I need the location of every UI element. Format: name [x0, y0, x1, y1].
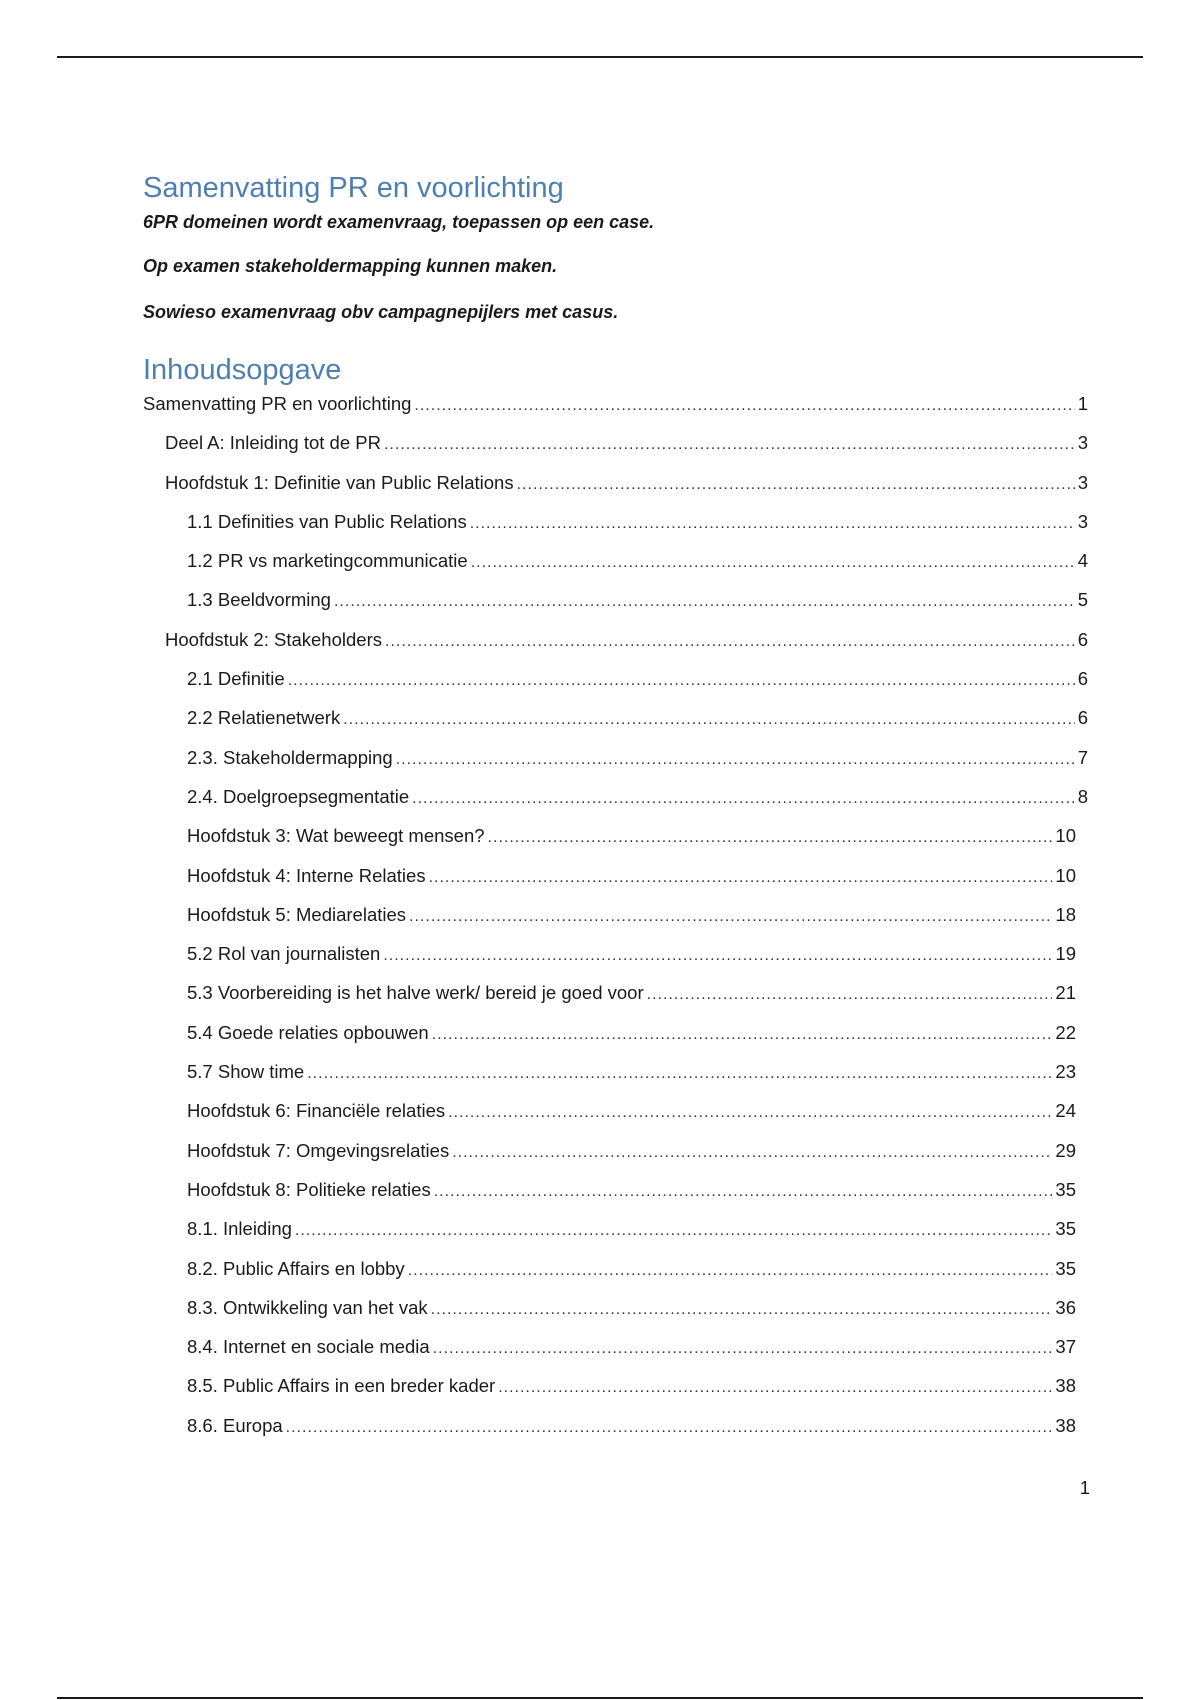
toc-entry-title: Hoofdstuk 8: Politieke relaties [187, 1178, 431, 1200]
toc-entry-page: 5 [1077, 589, 1088, 611]
page-content [143, 170, 1088, 1453]
table-of-contents [143, 392, 1088, 1453]
toc-leader [409, 905, 1052, 929]
toc-entry-page: 35 [1055, 1178, 1076, 1200]
toc-leader [498, 1376, 1052, 1400]
toc-entry-title: Hoofdstuk 7: Omgevingsrelaties [187, 1139, 450, 1161]
toc-entry-title: 2.4. Doelgroepsegmentatie [187, 785, 410, 807]
toc-entry[interactable] [143, 588, 1088, 627]
toc-leader [412, 787, 1075, 811]
toc-entry[interactable] [143, 824, 1088, 863]
toc-entry-title: 5.2 Rol van journalisten [187, 943, 381, 965]
toc-entry[interactable] [143, 431, 1088, 470]
toc-entry-page: 3 [1077, 510, 1088, 532]
toc-entry-page: 3 [1077, 432, 1088, 454]
toc-entry-page: 7 [1077, 746, 1088, 768]
toc-entry-page: 4 [1077, 550, 1088, 572]
toc-entry-page: 23 [1055, 1061, 1076, 1083]
toc-entry-page: 35 [1055, 1218, 1076, 1240]
toc-heading: Inhoudsopgave [143, 354, 342, 386]
toc-entry[interactable] [143, 1021, 1088, 1060]
toc-entry-page: 19 [1055, 943, 1076, 965]
toc-leader [385, 630, 1075, 654]
toc-entry-title: Deel A: Inleiding tot de PR [165, 432, 381, 454]
toc-leader [343, 708, 1074, 732]
toc-entry-page: 21 [1055, 982, 1076, 1004]
toc-entry-page: 6 [1077, 707, 1088, 729]
toc-entry-title: Hoofdstuk 2: Stakeholders [165, 628, 382, 650]
toc-entry-title: 1.3 Beeldvorming [187, 589, 331, 611]
toc-entry[interactable] [143, 1060, 1088, 1099]
toc-entry-title: 5.7 Show time [187, 1061, 305, 1083]
toc-entry[interactable] [143, 746, 1088, 785]
toc-entry[interactable] [143, 1139, 1088, 1178]
toc-entry-title: Hoofdstuk 3: Wat beweegt mensen? [187, 825, 485, 847]
toc-leader [408, 1259, 1053, 1283]
toc-entry[interactable] [143, 1335, 1088, 1374]
toc-leader [647, 983, 1053, 1007]
toc-leader [429, 866, 1053, 890]
toc-entry[interactable] [143, 392, 1088, 431]
exam-note-3: Sowieso examenvraag obv campagnepijlers met casus. [143, 302, 619, 322]
toc-leader [433, 1337, 1053, 1361]
toc-entry[interactable] [143, 1257, 1088, 1296]
toc-entry-page: 8 [1077, 785, 1088, 807]
toc-entry[interactable] [143, 903, 1088, 942]
toc-entry[interactable] [143, 942, 1088, 981]
toc-entry-title: Hoofdstuk 1: Definitie van Public Relations [165, 471, 514, 493]
toc-entry-page: 6 [1077, 668, 1088, 690]
toc-entry[interactable] [143, 510, 1088, 549]
toc-entry[interactable] [143, 981, 1088, 1020]
toc-leader [288, 669, 1075, 693]
toc-entry-title: 8.2. Public Affairs en lobby [187, 1257, 405, 1279]
toc-leader [334, 590, 1075, 614]
toc-entry-page: 18 [1055, 903, 1076, 925]
toc-entry[interactable] [143, 1217, 1088, 1256]
toc-leader [434, 1180, 1053, 1204]
toc-leader [471, 551, 1075, 575]
toc-entry[interactable] [143, 1374, 1088, 1413]
toc-leader [452, 1141, 1052, 1165]
toc-entry-title: Hoofdstuk 4: Interne Relaties [187, 864, 426, 886]
toc-leader [307, 1062, 1052, 1086]
toc-entry-title: 8.6. Europa [187, 1414, 283, 1436]
toc-entry-title: Hoofdstuk 5: Mediarelaties [187, 903, 407, 925]
toc-entry-page: 1 [1077, 393, 1088, 414]
toc-entry-page: 37 [1055, 1336, 1076, 1358]
toc-leader [384, 433, 1075, 457]
toc-entry[interactable] [143, 706, 1088, 745]
header-rule [57, 56, 1143, 58]
toc-entry-page: 10 [1055, 825, 1076, 847]
document-title: Samenvatting PR en voorlichting [143, 172, 564, 204]
toc-leader [448, 1101, 1052, 1125]
toc-entry-title: Hoofdstuk 6: Financiële relaties [187, 1100, 446, 1122]
toc-entry-page: 38 [1055, 1414, 1076, 1436]
toc-entry-title: 8.4. Internet en sociale media [187, 1336, 430, 1358]
toc-leader [431, 1298, 1053, 1322]
toc-leader [488, 826, 1053, 850]
toc-entry[interactable] [143, 1099, 1088, 1138]
toc-entry-page: 22 [1055, 1021, 1076, 1043]
toc-entry[interactable] [143, 628, 1088, 667]
toc-entry[interactable] [143, 1414, 1088, 1453]
toc-entry-title: 8.5. Public Affairs in een breder kader [187, 1375, 496, 1397]
toc-entry-title: 1.1 Definities van Public Relations [187, 510, 467, 532]
toc-entry-title: 5.4 Goede relaties opbouwen [187, 1021, 429, 1043]
footer-rule [57, 1697, 1143, 1699]
toc-leader [432, 1023, 1053, 1047]
toc-leader [470, 512, 1075, 536]
toc-leader [414, 394, 1074, 418]
toc-leader [517, 473, 1075, 497]
toc-entry-page: 10 [1055, 864, 1076, 886]
toc-entry[interactable] [143, 785, 1088, 824]
page-number: 1 [1079, 1477, 1090, 1498]
toc-entry-page: 6 [1077, 628, 1088, 650]
toc-entry-title: 2.2 Relatienetwerk [187, 707, 341, 729]
toc-entry-title: 5.3 Voorbereiding is het halve werk/ bereid je goed voor [187, 982, 644, 1004]
toc-entry-page: 3 [1077, 471, 1088, 493]
toc-entry[interactable] [143, 1296, 1088, 1335]
toc-entry-title: 8.3. Ontwikkeling van het vak [187, 1296, 428, 1318]
toc-leader [295, 1219, 1053, 1243]
toc-entry-page: 24 [1055, 1100, 1076, 1122]
toc-entry[interactable] [143, 549, 1088, 588]
toc-entry-page: 35 [1055, 1257, 1076, 1279]
toc-entry-title: 1.2 PR vs marketingcommunicatie [187, 550, 468, 572]
toc-entry-title: 2.1 Definitie [187, 668, 285, 690]
toc-leader [383, 944, 1052, 968]
toc-entry[interactable] [143, 667, 1088, 706]
toc-entry-title: 8.1. Inleiding [187, 1218, 292, 1240]
toc-leader [396, 748, 1075, 772]
toc-entry[interactable] [143, 864, 1088, 903]
toc-entry-page: 38 [1055, 1375, 1076, 1397]
toc-entry-title: 2.3. Stakeholdermapping [187, 746, 393, 768]
exam-note-1: 6PR domeinen wordt examenvraag, toepassen op een case. [143, 212, 655, 232]
toc-entry[interactable] [143, 471, 1088, 510]
toc-entry-page: 29 [1055, 1139, 1076, 1161]
exam-note-2: Op examen stakeholdermapping kunnen maken. [143, 256, 558, 276]
toc-entry-title: Samenvatting PR en voorlichting [143, 393, 412, 414]
toc-entry[interactable] [143, 1178, 1088, 1217]
toc-entry-page: 36 [1055, 1296, 1076, 1318]
toc-leader [286, 1416, 1053, 1440]
